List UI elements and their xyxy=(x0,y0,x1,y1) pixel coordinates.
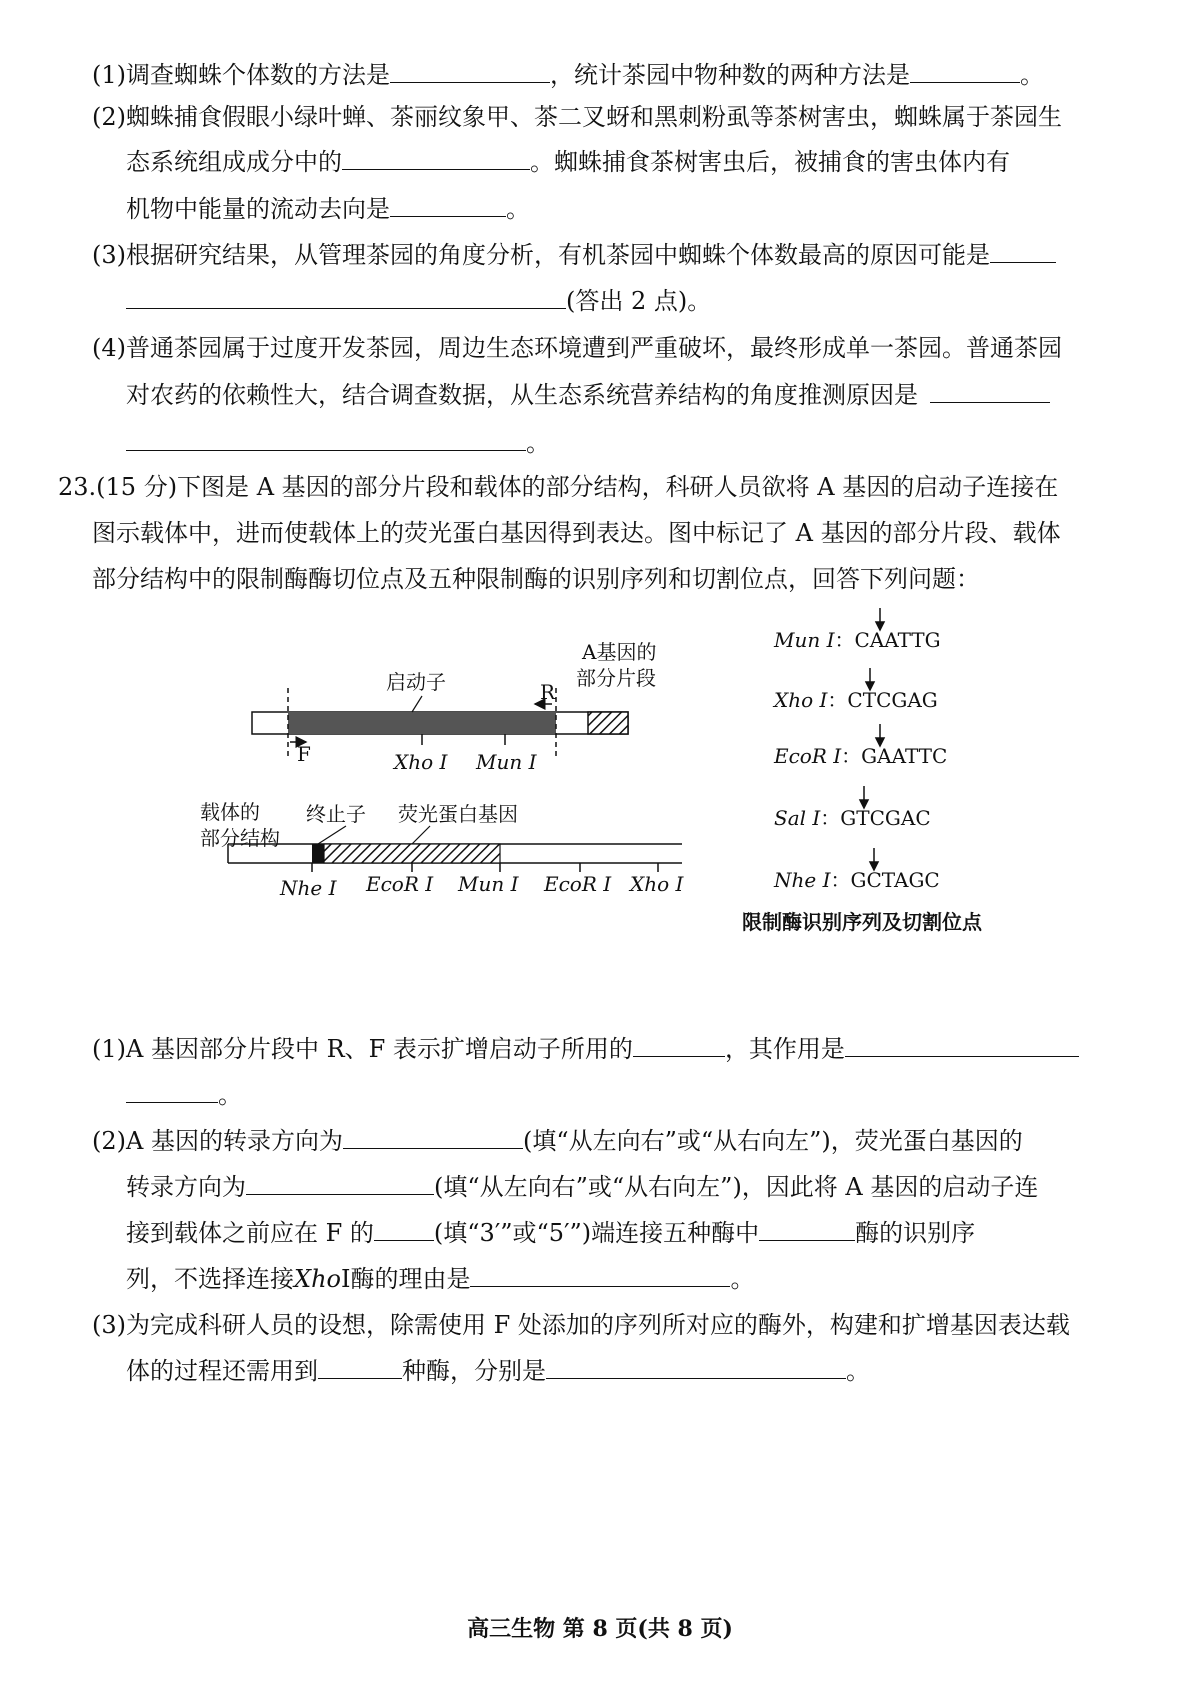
q23-part2-line2: 转录方向为 (填“从左向右”或“从右向左”)，因此将 A 基因的启动子连 xyxy=(126,1173,1039,1201)
r-primer-label: R xyxy=(540,680,556,704)
answer-blank[interactable] xyxy=(845,1034,1079,1057)
q23-part2-line3: 接到载体之前应在 F 的 (填“3′”或“5′”)端连接五种酶中 酶的识别序 xyxy=(126,1219,976,1247)
answer-blank[interactable] xyxy=(546,1356,846,1379)
promoter-label: 启动子 xyxy=(386,670,446,694)
gfp-pointer xyxy=(412,826,430,844)
answer-blank[interactable] xyxy=(343,1126,523,1149)
q23-part1-line2: 。 xyxy=(126,1080,242,1110)
q22-part2-line2: 态系统组成成分中的 。蜘蛛捕食茶树害虫后，被捕食的害虫体内有 xyxy=(126,148,1010,176)
enzyme-entry: EcoR Ⅰ：GAATTC xyxy=(774,744,948,768)
q23-part3-line1: (3)为完成科研人员的设想，除需使用 F 处添加的序列所对应的酶外，构建和扩增基因表达载 xyxy=(92,1311,1070,1339)
gfp-label: 荧光蛋白基因 xyxy=(398,802,518,826)
q23-intro-line1: 23.(15 分)下图是 A 基因的部分片段和载体的部分结构，科研人员欲将 A 基因的启动子连接在 xyxy=(58,473,1059,501)
q22-part3-line2: (答出 2 点)。 xyxy=(126,286,711,316)
gfp-gene-hatched xyxy=(324,844,500,863)
answer-blank[interactable] xyxy=(930,380,1050,403)
vector-site-label: Nhe Ⅰ xyxy=(280,876,337,900)
vector-site-label: EcoR Ⅰ xyxy=(544,872,612,896)
vector-site-label: Mun Ⅰ xyxy=(458,872,519,896)
answer-blank[interactable] xyxy=(633,1034,725,1057)
q22-part4-line2: 对农药的依赖性大，结合调查数据，从生态系统营养结构的角度推测原因是 xyxy=(126,380,1050,410)
q22-part2-line3: 机物中能量的流动去向是 。 xyxy=(126,195,530,223)
enzyme-caption: 限制酶识别序列及切割位点 xyxy=(742,910,982,934)
terminator-block xyxy=(312,844,324,863)
vector-site-label: EcoR Ⅰ xyxy=(366,872,434,896)
q23-part3-line2: 体的过程还需用到 种酶，分别是 。 xyxy=(126,1357,870,1385)
answer-blank[interactable] xyxy=(318,1356,402,1379)
vector-site-label: Xho Ⅰ xyxy=(630,872,684,896)
page-footer: 高三生物 第 8 页(共 8 页) xyxy=(467,1616,733,1642)
q23-part2-line1: (2)A 基因的转录方向为 (填“从左向右”或“从右向左”)，荧光蛋白基因的 xyxy=(92,1127,1023,1155)
q23-intro-line3: 部分结构中的限制酶酶切位点及五种限制酶的识别序列和切割位点，回答下列问题： xyxy=(92,565,980,593)
promoter-pointer xyxy=(412,696,422,712)
q22-part3-line1: (3)根据研究结果，从管理茶园的角度分析，有机茶园中蜘蛛个体数最高的原因可能是 xyxy=(92,240,1056,270)
q22-part4-line3: 。 xyxy=(126,428,550,458)
answer-blank[interactable] xyxy=(390,194,506,217)
promoter-region xyxy=(288,712,556,734)
q22-part1: (1)调查蜘蛛个体数的方法是 ，统计茶园中物种数的两种方法是 。 xyxy=(92,61,1044,89)
answer-blank[interactable] xyxy=(374,1218,434,1241)
gene-fragment-label-2: 部分片段 xyxy=(576,666,656,690)
q23-intro-line2: 图示载体中，进而使载体上的荧光蛋白基因得到表达。图中标记了 A 基因的部分片段、载体 xyxy=(92,519,1061,547)
terminator-label: 终止子 xyxy=(306,802,366,826)
answer-blank[interactable] xyxy=(126,286,566,309)
q23-part1-line1: (1)A 基因部分片段中 R、F 表示扩增启动子所用的 ，其作用是 xyxy=(92,1034,1079,1064)
enzyme-entry: Mun Ⅰ：CAATTG xyxy=(774,628,941,652)
gene-fragment-hatched xyxy=(588,712,628,734)
answer-blank[interactable] xyxy=(759,1218,855,1241)
f-primer-label: F xyxy=(297,742,311,766)
terminator-pointer xyxy=(318,826,346,844)
enzyme-entry: Xho Ⅰ：CTCGAG xyxy=(774,688,938,712)
answer-blank[interactable] xyxy=(246,1172,434,1195)
q22-part2-line1: (2)蜘蛛捕食假眼小绿叶蝉、茶丽纹象甲、茶二叉蚜和黑刺粉虱等茶树害虫，蜘蛛属于茶园生 xyxy=(92,103,1062,131)
q23-part2-line4: 列，不选择连接XhoⅠ酶的理由是 。 xyxy=(126,1265,755,1293)
mun-site-label: Mun Ⅰ xyxy=(476,750,537,774)
vector-label-1: 载体的 xyxy=(200,800,260,824)
q22-part4-line1: (4)普通茶园属于过度开发茶园，周边生态环境遭到严重破坏，最终形成单一茶园。普通茶园 xyxy=(92,334,1062,362)
xho-site-label: Xho Ⅰ xyxy=(394,750,448,774)
enzyme-entry: Sal Ⅰ：GTCGAC xyxy=(774,806,931,830)
answer-blank[interactable] xyxy=(126,428,526,451)
gene-fragment-label-1: A基因的 xyxy=(582,640,657,664)
answer-blank[interactable] xyxy=(126,1080,218,1103)
answer-blank[interactable] xyxy=(390,60,550,83)
enzyme-entry: Nhe Ⅰ：GCTAGC xyxy=(774,868,940,892)
vector-label-2: 部分结构 xyxy=(200,826,280,850)
answer-blank[interactable] xyxy=(990,240,1056,263)
answer-blank[interactable] xyxy=(910,60,1020,83)
answer-blank[interactable] xyxy=(342,147,530,170)
answer-blank[interactable] xyxy=(470,1264,730,1287)
